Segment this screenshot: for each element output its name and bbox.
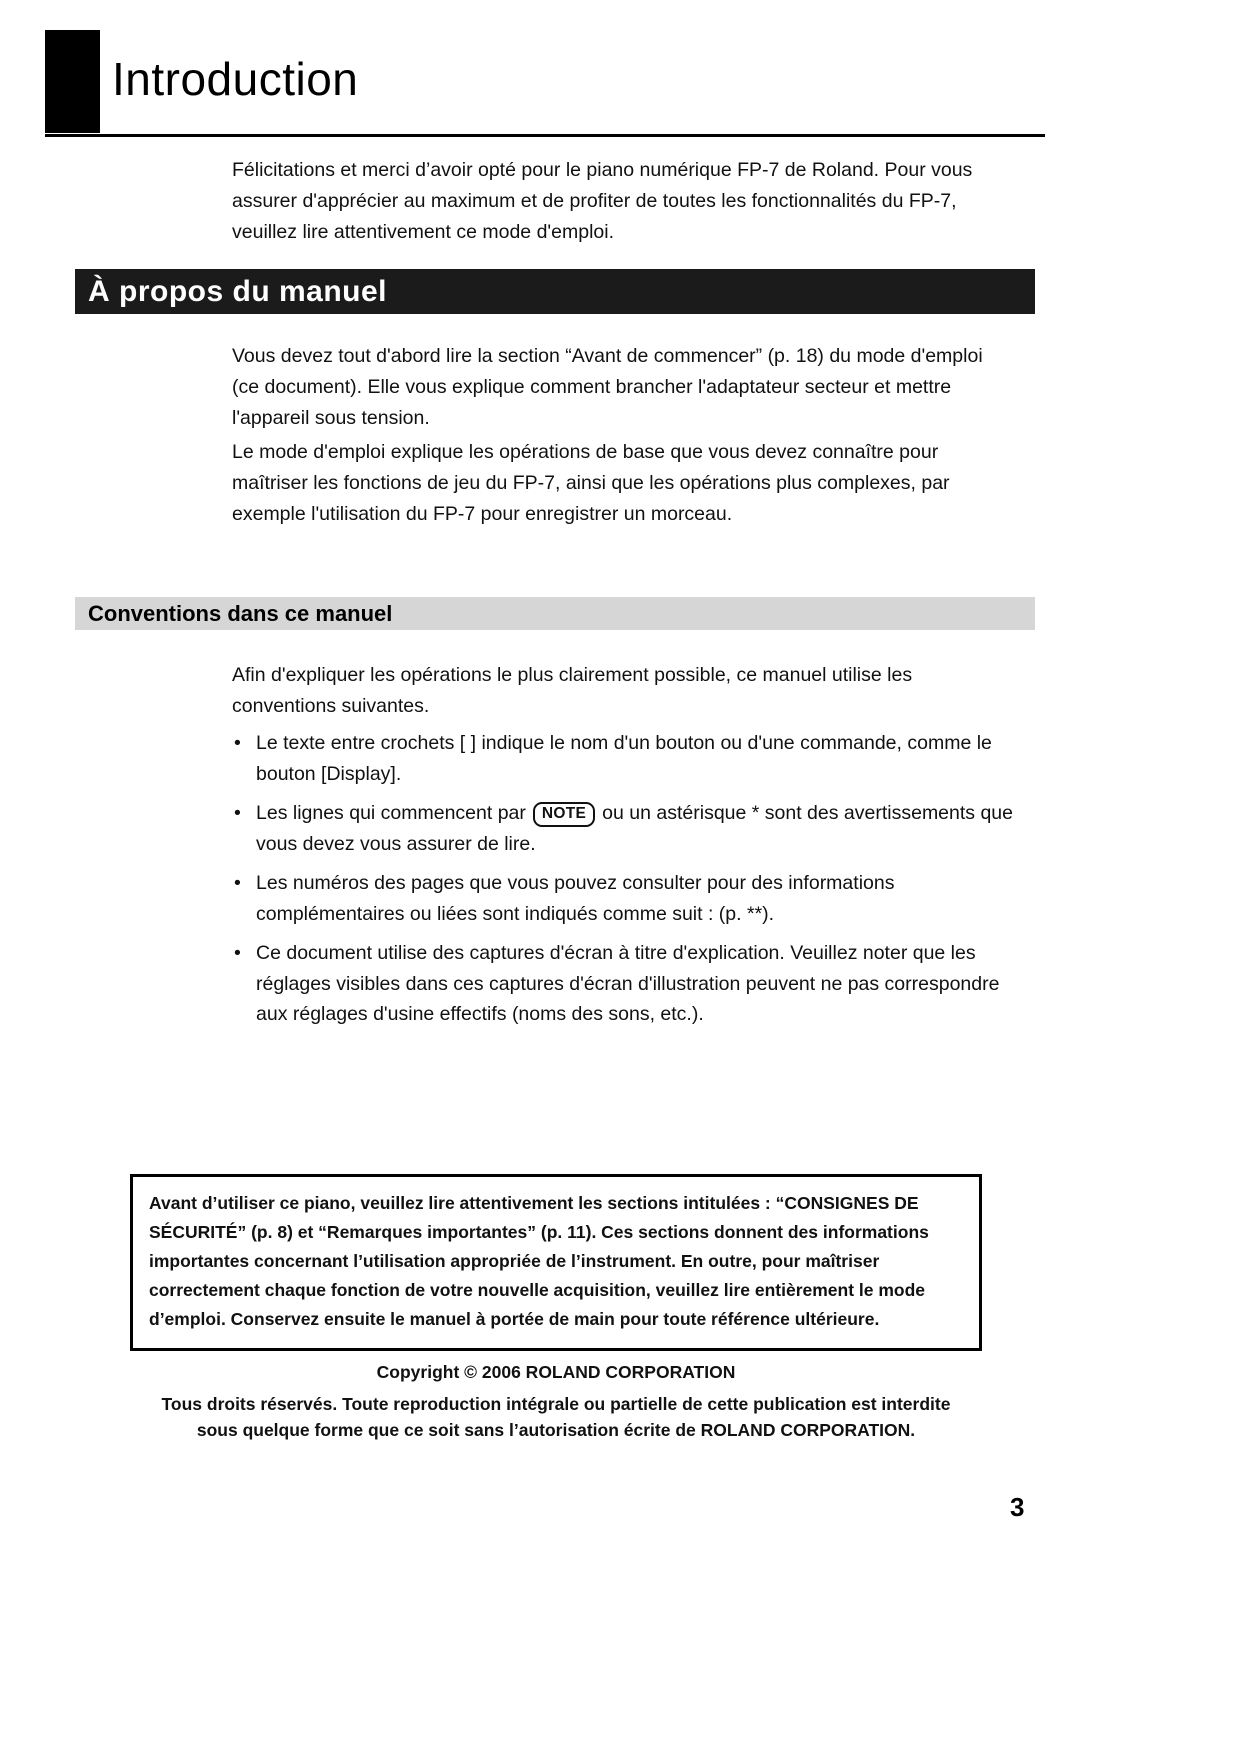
copyright-line: Copyright © 2006 ROLAND CORPORATION <box>376 1362 736 1382</box>
bullet-item-note <box>232 798 1014 859</box>
bullet-item-screens <box>232 938 1014 1030</box>
apropos-paragraph-2: Le mode d'emploi explique les opérations de base que vous devez connaître pour maîtriser les fonctions de jeu du FP-7, ainsi que les opérations plus complexes, par exemple l'utilisation du FP-7 pour enregistrer un morceau. <box>232 441 950 525</box>
bullet-text: Les numéros des pages que vous pouvez consulter pour des informations complémentaires ou liées sont indiqués comme suit : (p. **). <box>256 872 895 925</box>
bullet-item-pages <box>232 868 1014 929</box>
chapter-tab-block <box>45 30 100 133</box>
title-rule <box>45 134 1045 137</box>
page-number: 3 <box>1010 1492 1025 1522</box>
page-title: Introduction <box>112 53 359 105</box>
section-heading-apropos-label: À propos du manuel <box>88 274 388 308</box>
intro-paragraph: Félicitations et merci d’avoir opté pour le piano numérique FP-7 de Roland. Pour vous assurer d'apprécier au maximum et de profiter de toutes les fonctionnalités du FP-7, veuillez lire attentivement ce mode d'emploi. <box>232 159 973 243</box>
section-heading-apropos <box>75 269 1035 314</box>
conventions-bullet-list <box>232 728 1014 1039</box>
conventions-intro-paragraph: Afin d'expliquer les opérations le plus clairement possible, ce manuel utilise les conventions suivantes. <box>232 664 913 717</box>
note-badge: NOTE <box>533 802 595 827</box>
apropos-paragraph-1: Vous devez tout d'abord lire la section “Avant de commencer” (p. 18) du mode d'emploi (ce document). Elle vous explique comment brancher l'adaptateur secteur et mettre l'appareil sous tension. <box>232 345 983 429</box>
safety-notice-box <box>130 1174 982 1351</box>
bullet-text-after: ou un astérisque * sont des avertissements que vous devez vous assurer de lire. <box>256 802 1013 855</box>
safety-notice-text: Avant d’utiliser ce piano, veuillez lire attentivement les sections intitulées : “CONSIGNES DE SÉCURITÉ” (p. 8) et “Remarques importantes” (p. 11). Ces sections donnent des informations importantes concernant l’utilisation appropriée de l’instrument. En outre, pour maîtriser correctement chaque fonction de votre nouvelle acquisition, veuillez lire entièrement le mode d’emploi. Conservez ensuite le manuel à portée de main pour toute référence ultérieure. <box>149 1193 929 1329</box>
bullet-item-brackets <box>232 728 1014 789</box>
section-heading-conventions-label: Conventions dans ce manuel <box>88 600 393 626</box>
bullet-text: Le texte entre crochets [ ] indique le nom d'un bouton ou d'une commande, comme le bouton [Display]. <box>256 732 992 785</box>
copyright-block <box>130 1362 982 1443</box>
rights-reserved-line: Tous droits réservés. Toute reproduction intégrale ou partielle de cette publication est interdite sous quelque forme que ce soit sans l’autorisation écrite de ROLAND CORPORATION. <box>161 1394 951 1440</box>
section-heading-conventions <box>75 597 1035 630</box>
bullet-text-before: Les lignes qui commencent par <box>256 802 526 824</box>
bullet-text: Ce document utilise des captures d'écran à titre d'explication. Veuillez noter que les réglages visibles dans ces captures d'écran d'illustration peuvent ne pas correspondre aux réglages d'usine effectifs (noms des sons, etc.). <box>256 942 1000 1025</box>
